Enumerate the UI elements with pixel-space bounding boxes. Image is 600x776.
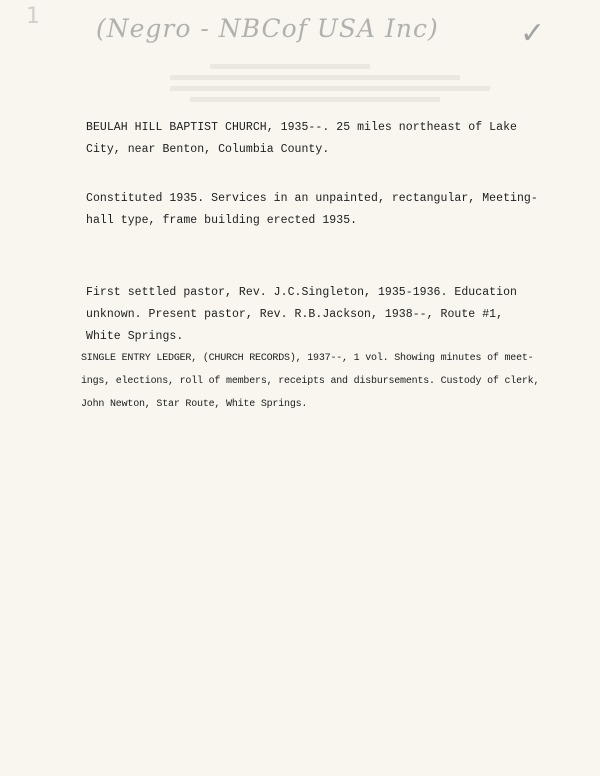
text-line: John Newton, Star Route, White Springs. <box>81 399 308 410</box>
bleed-line <box>170 86 490 91</box>
corner-mark: 1 <box>26 4 40 29</box>
bleed-line <box>190 97 440 102</box>
text-line: ings, elections, roll of members, receipts and disbursements. Custody of clerk, <box>81 376 540 387</box>
text-line: BEULAH HILL BAPTIST CHURCH, 1935--. 25 miles northeast of Lake <box>86 121 517 134</box>
handwritten-header-note: (Negro - NBCof USA Inc) <box>96 14 439 43</box>
text-line: hall type, frame building erected 1935. <box>86 214 358 227</box>
text-line: SINGLE ENTRY LEDGER, (CHURCH RECORDS), 1937--, 1 vol. Showing minutes of meet- <box>81 353 534 364</box>
ledger-paragraph <box>81 347 539 416</box>
constituted-paragraph <box>86 188 538 232</box>
text-line: First settled pastor, Rev. J.C.Singleton, 1935-1936. Education <box>86 286 517 299</box>
bleed-through-text <box>170 58 500 108</box>
church-title-paragraph <box>86 117 517 161</box>
bleed-line <box>170 75 460 80</box>
check-mark-icon: ✓ <box>520 16 546 51</box>
pastor-paragraph <box>86 282 517 348</box>
bleed-line <box>210 64 370 69</box>
text-line: unknown. Present pastor, Rev. R.B.Jackson, 1938--, Route #1, <box>86 308 504 321</box>
text-line: Constituted 1935. Services in an unpainted, rectangular, Meeting- <box>86 192 538 205</box>
text-line: City, near Benton, Columbia County. <box>86 143 330 156</box>
text-line: White Springs. <box>86 330 184 343</box>
